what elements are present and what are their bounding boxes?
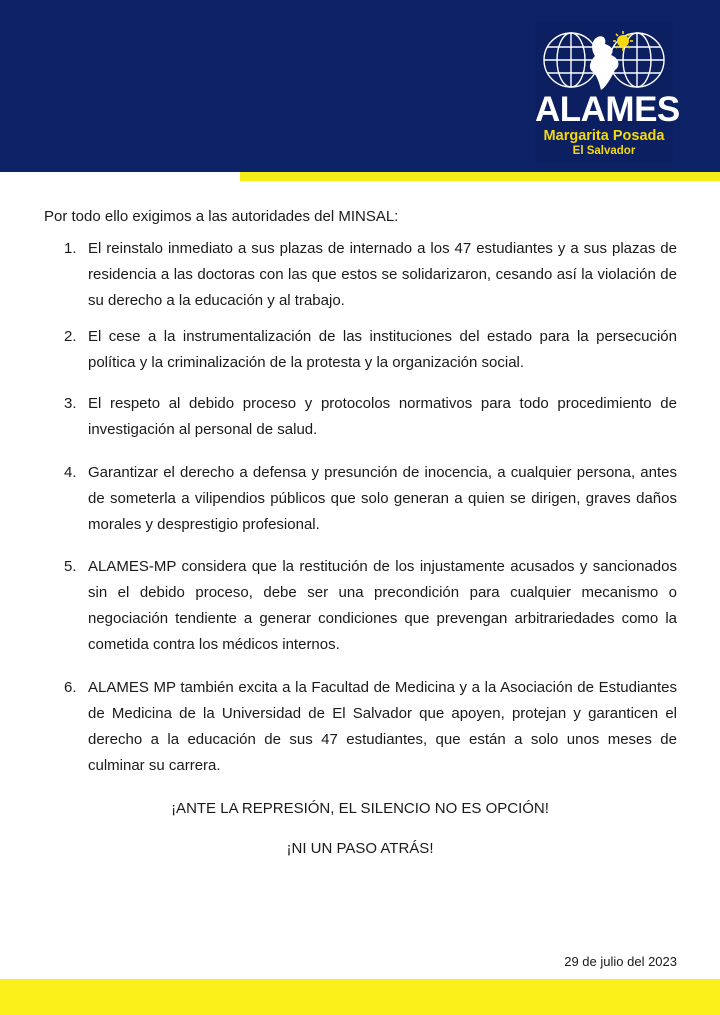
- header-accent-stripe: [240, 172, 720, 181]
- demand-number: 3.: [64, 395, 77, 412]
- demand-item: [44, 324, 677, 376]
- demand-item: [44, 554, 677, 658]
- demand-number: 5.: [64, 558, 77, 575]
- demand-text: El cese a la instrumentalización de las instituciones del estado para la persecución política y la criminalización de la protesta y la organización social.: [88, 328, 677, 371]
- intro-text: Por todo ello exigimos a las autoridades del MINSAL:: [44, 208, 399, 225]
- demand-text: ALAMES-MP considera que la restitución de los injustamente acusados y sancionados sin el debido proceso, debe ser una precondición para cualquier mecanismo o negociación tendiente a generar condiciones que prevengan arbitrariedades como la cometida contra los médicos internos.: [88, 558, 677, 653]
- demand-item: [44, 236, 677, 314]
- demand-number: 2.: [64, 328, 77, 345]
- logo-subtitle: Margarita Posada: [543, 128, 665, 144]
- demand-text: Garantizar el derecho a defensa y presunción de inocencia, a cualquier persona, antes de someterla a vilipendios públicos que solo generan a quien se dirigen, graves daños morales y desprestigio profesional.: [88, 464, 677, 533]
- demand-text: El respeto al debido proceso y protocolos normativos para todo procedimiento de investigación al personal de salud.: [88, 395, 677, 438]
- demand-text: El reinstalo inmediato a sus plazas de internado a los 47 estudiantes y a sus plazas de residencia a las doctoras con las que estos se solidarizaron, cesando así la violación de su derecho a la educación y al trabajo.: [88, 240, 677, 309]
- footer-band: [0, 979, 720, 1015]
- slogan-line: ¡NI UN PASO ATRÁS!: [286, 840, 434, 857]
- demand-text: ALAMES MP también excita a la Facultad de Medicina y a la Asociación de Estudiantes de Medicina de la Universidad de El Salvador que apoyen, protejan y garanticen el derecho a la educación de sus 47 estudiantes, que están a solo unos meses de culminar su carrera.: [88, 679, 677, 774]
- logo-location: El Salvador: [572, 145, 636, 157]
- demand-number: 4.: [64, 464, 77, 481]
- demand-number: 1.: [64, 240, 77, 257]
- demand-item: [44, 460, 677, 538]
- slogan-line: ¡ANTE LA REPRESIÓN, EL SILENCIO NO ES OPCIÓN!: [171, 800, 549, 817]
- demand-number: 6.: [64, 679, 77, 696]
- demands-list: [44, 236, 677, 779]
- demand-item: [44, 675, 677, 779]
- demand-item: [44, 391, 677, 443]
- logo-title: ALAMES: [535, 90, 680, 129]
- globe-map-icon: [541, 28, 667, 92]
- document-date: 29 de julio del 2023: [564, 954, 677, 969]
- alames-logo: [535, 22, 680, 162]
